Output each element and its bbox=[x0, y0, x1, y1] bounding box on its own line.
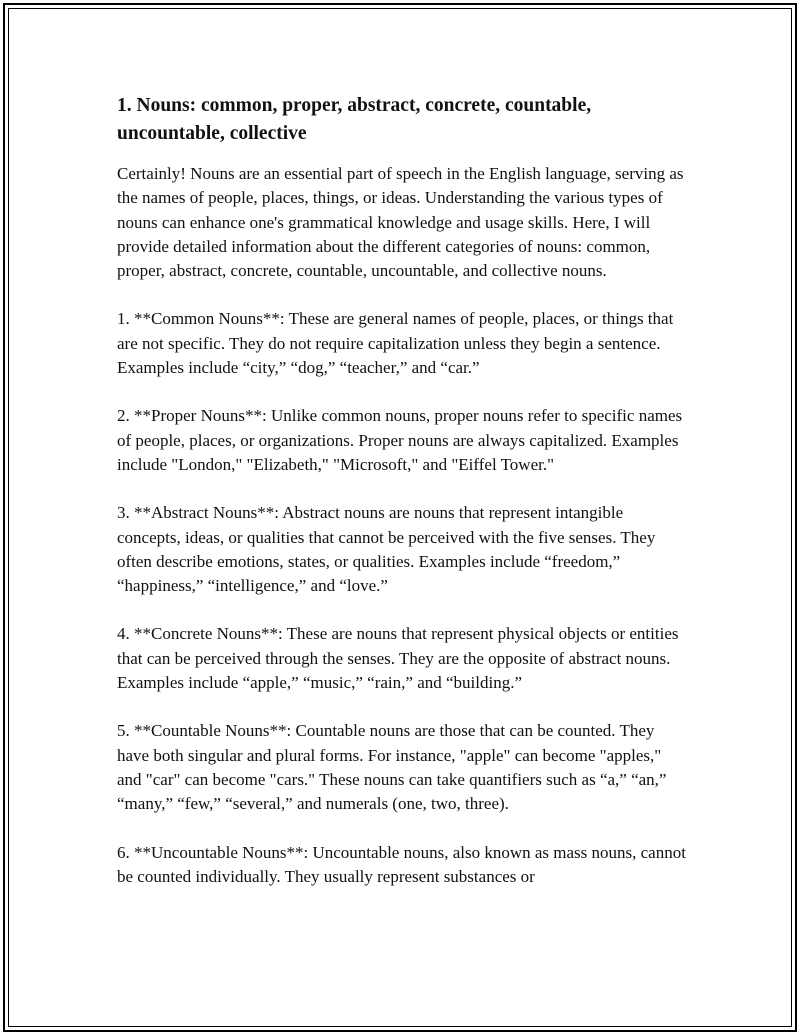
section-heading: 1. Nouns: common, proper, abstract, concrete, countable, uncountable, collective bbox=[117, 95, 592, 144]
concrete-nouns-paragraph: 4. **Concrete Nouns**: These are nouns that represent physical objects or entities that can be perceived through the senses. They are the opposite of abstract nouns. Examples include “apple,” “music,” “rain,” and “building.” bbox=[117, 624, 679, 693]
countable-nouns-paragraph: 5. **Countable Nouns**: Countable nouns are those that can be counted. They have both singular and plural forms. For instance, "apple" can become "apples," and "car" can become "cars." These nouns can take quantifiers such as “a,” “an,” “many,” “few,” “several,” and numerals (one, two, three). bbox=[117, 721, 667, 814]
document-body bbox=[117, 92, 687, 913]
uncountable-nouns-paragraph: 6. **Uncountable Nouns**: Uncountable nouns, also known as mass nouns, cannot be counted individually. They usually represent substances or bbox=[117, 842, 686, 886]
intro-paragraph: Certainly! Nouns are an essential part of speech in the English language, serving as the names of people, places, things, or ideas. Understanding the various types of nouns can enhance one's grammatical knowledge and usage skills. Here, I will provide detailed information about the different categories of nouns: common, proper, abstract, concrete, countable, uncountable, and collective nouns. bbox=[117, 164, 684, 281]
abstract-nouns-paragraph: 3. **Abstract Nouns**: Abstract nouns are nouns that represent intangible concepts, ideas, or qualities that cannot be perceived with the five senses. They often describe emotions, states, or qualities. Examples include “freedom,” “happiness,” “intelligence,” and “love.” bbox=[117, 503, 656, 596]
common-nouns-paragraph: 1. **Common Nouns**: These are general names of people, places, or things that are not specific. They do not require capitalization unless they begin a sentence. Examples include “city,” “dog,” “teacher,” and “car.” bbox=[117, 309, 674, 378]
proper-nouns-paragraph: 2. **Proper Nouns**: Unlike common nouns, proper nouns refer to specific names of people, places, or organizations. Proper nouns are always capitalized. Examples include "London," "Elizabeth," "Microsoft," and "Eiffel Tower." bbox=[117, 406, 683, 474]
